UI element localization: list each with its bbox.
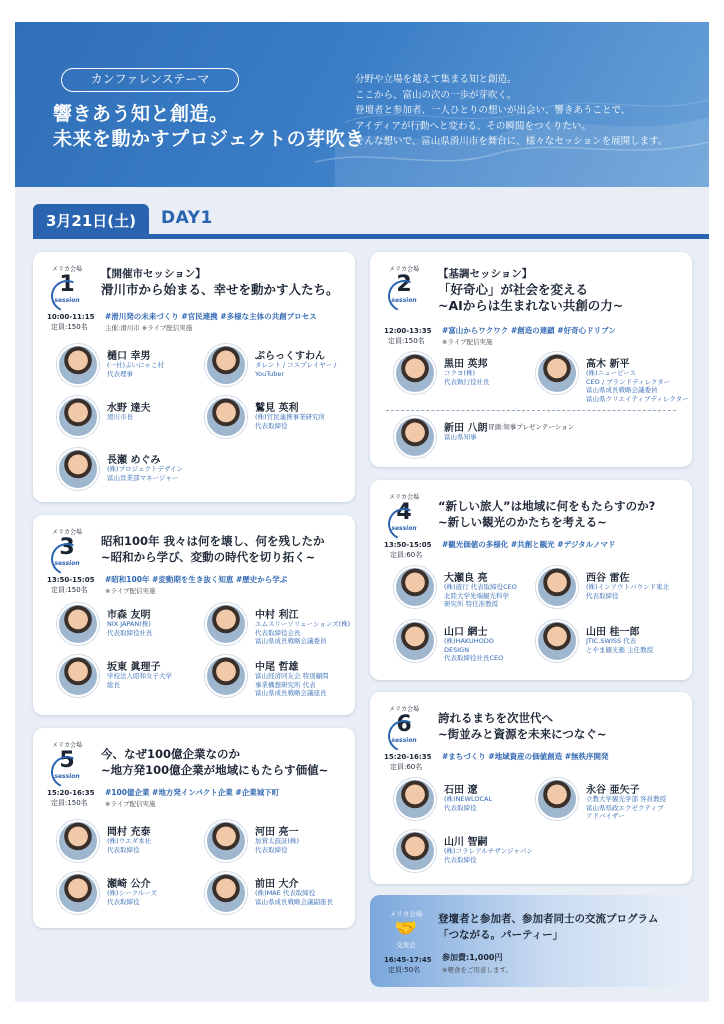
- role-line: (一社)ぶいにゃこ村: [107, 361, 164, 369]
- session-title: 誇れるまちを次世代へ: [438, 711, 553, 725]
- session-category: 【開催市セッション】: [101, 268, 206, 280]
- session-tags: #滑川発の未来づくり #官民連携 #多様な主体の共創プロセス: [105, 312, 317, 321]
- role-line: 富山県成長戦略会議委員: [586, 386, 658, 394]
- speaker-role: [586, 637, 653, 654]
- speaker-photo: [205, 603, 247, 645]
- role-line: 代表取締役: [444, 855, 477, 864]
- speaker-photo: [536, 352, 578, 394]
- speaker-name: ぷらっくすわん: [255, 351, 325, 362]
- role-line: 富山営業部マネージャー: [107, 473, 179, 482]
- role-line: 代表取締役: [255, 845, 288, 854]
- party-time: [384, 955, 431, 965]
- speaker-name: 長瀬 めぐみ: [107, 455, 161, 466]
- speaker-name: 水野 達夫: [107, 403, 151, 414]
- speaker-role: [107, 672, 172, 689]
- party-badge: [384, 909, 428, 949]
- role-line: 富山県クリエイティブディレクター: [586, 394, 689, 403]
- badge-venue: メリカ会場: [52, 266, 82, 273]
- role-line: CEO / ブランドディレクター: [586, 377, 671, 386]
- party-subtitle: 「つながる。パーティー」: [438, 929, 564, 941]
- role-line: (株)MAE 代表取締役: [255, 889, 316, 897]
- speaker-role: [255, 889, 333, 906]
- role-line: (株)ウエダ本社: [107, 837, 152, 845]
- speaker-photo: [205, 820, 247, 862]
- role-line: エムスリーソリューションズ(株): [255, 620, 351, 628]
- speaker: [57, 872, 207, 918]
- speaker: [205, 655, 355, 701]
- badge-session: session: [54, 297, 80, 304]
- session-note: 主催:滑川市 ※ライブ配信実施: [105, 324, 193, 332]
- speaker-role: [444, 795, 492, 812]
- day-label: DAY1: [161, 208, 213, 228]
- session-card-1: [33, 252, 355, 502]
- speaker: [57, 396, 207, 442]
- role-line: 代表取締役社長: [107, 628, 153, 637]
- session-card-6: [370, 692, 692, 884]
- badge-venue: メリカ会場: [52, 742, 82, 749]
- divider: [386, 410, 676, 411]
- speaker-role: [255, 620, 350, 646]
- badge-venue: メリカ会場: [389, 266, 419, 273]
- session-time: [384, 326, 431, 336]
- theme-line: 登壇者と参加者、一人ひとりの想いが出会い、響きあうことで、: [355, 105, 631, 116]
- badge-session: session: [54, 773, 80, 780]
- date-tab: 3月21日(土): [33, 204, 149, 238]
- speaker-name: 中村 利江: [255, 610, 299, 621]
- speaker-role: [586, 795, 666, 821]
- role-line: YouTuber: [255, 369, 285, 378]
- session-badge: [382, 492, 426, 542]
- role-line: JTIC.SWISS 代表: [586, 637, 637, 645]
- speaker-name: 永谷 亜矢子: [586, 785, 640, 796]
- speaker-role: [444, 583, 517, 609]
- role-line: (株)プロジェクトデザイン: [107, 465, 183, 473]
- speaker-photo: [394, 352, 436, 394]
- speaker-role: [444, 369, 490, 386]
- speaker-role: [107, 465, 183, 482]
- speaker-name: 前田 大介: [255, 879, 299, 890]
- role-line: 代表取締役: [107, 845, 140, 854]
- session-note: ※ライブ配信実施: [105, 587, 156, 595]
- speaker-role: [444, 637, 503, 663]
- session-category: 【基調セッション】: [438, 268, 533, 280]
- speaker-photo: [57, 820, 99, 862]
- session-tags: #まちづくり #地域資産の価値創造 #無秩序開発: [442, 752, 609, 761]
- speaker: [57, 448, 207, 494]
- speaker-photo: [57, 448, 99, 490]
- session-badge: [382, 704, 426, 754]
- role-line: 富山県県政エクゼクティブ: [586, 803, 664, 812]
- speaker: [205, 603, 355, 649]
- badge-session: session: [391, 737, 417, 744]
- speaker: [394, 830, 544, 876]
- role-line: 代表執行役社長: [444, 377, 490, 386]
- session-note: ※ライブ配信実施: [442, 338, 493, 346]
- speaker-photo: [57, 396, 99, 438]
- speaker-photo: [205, 344, 247, 386]
- speaker-name: 樋口 幸男: [107, 351, 151, 362]
- role-line: DESIGN: [444, 645, 470, 654]
- time-text: 13:50-15:05: [47, 576, 95, 584]
- role-line: (株)シークルーズ: [107, 889, 158, 897]
- speaker: [394, 352, 544, 398]
- time-text: 12:00-13:35: [384, 327, 432, 335]
- party-title: 登壇者と参加者、参加者同士の交流プログラム: [438, 913, 659, 925]
- speaker: [57, 603, 207, 649]
- session-subtitle: ~地方発100億企業が地域にもたらす価値~: [101, 763, 329, 777]
- time-text: 10:00-11:15: [47, 313, 95, 321]
- session-subtitle: ~昭和から学び、変動の時代を切り拓く~: [101, 550, 316, 564]
- role-line: (株)遊行 代表取締役CEO: [444, 583, 517, 591]
- day-header: [33, 204, 709, 240]
- speaker-name: 坂東 眞理子: [107, 662, 161, 673]
- session-time: [384, 752, 431, 762]
- theme-title: [53, 102, 365, 152]
- role-line: 代表取締役: [444, 803, 477, 812]
- role-line: 代表取締役: [255, 421, 288, 430]
- speaker-photo: [394, 566, 436, 608]
- theme-line: アイディアが行動へと変わる、その瞬間をつくりたい。: [355, 120, 591, 132]
- badge-venue: メリカ会場: [389, 706, 419, 713]
- session-tags: #富山からワクワク #創造の連鎖 #好奇心ドリブン: [442, 326, 616, 335]
- speaker-role: [255, 672, 329, 698]
- speaker-photo: [205, 655, 247, 697]
- networking-party-card: [370, 895, 692, 987]
- role-line: 立教大学観光学部 客員教授: [586, 795, 667, 803]
- session-number: 2: [396, 272, 412, 297]
- speaker-photo: [205, 872, 247, 914]
- time-text: 15:20-16:35: [47, 789, 95, 797]
- session-badge: [45, 527, 89, 577]
- speaker: [394, 566, 544, 612]
- badge-venue: メリカ会場: [52, 529, 82, 536]
- session-subtitle: ~新しい観光のかたちを考える~: [438, 515, 607, 529]
- speaker-photo: [394, 416, 436, 458]
- speaker-role: [586, 369, 689, 403]
- role-line: (株)HAKUHODO: [444, 637, 494, 645]
- role-line: コクヨ(株): [444, 369, 476, 377]
- role-line: 代表取締役社長CEO: [444, 654, 504, 662]
- session-tags: #昭和100年 #変動期を生き抜く知恵 #歴史から学ぶ: [105, 575, 288, 584]
- theme-pill: カンファレンステーマ: [61, 68, 239, 92]
- theme-title-line-2: 未来を動かすプロジェクトの芽吹き: [53, 128, 365, 150]
- session-badge: [382, 264, 426, 314]
- speaker-name: 岡村 充泰: [107, 827, 151, 838]
- role-line: NIX JAPAN(株): [107, 620, 151, 628]
- session-capacity: 定員:150名: [51, 323, 88, 331]
- speaker: [205, 872, 355, 918]
- session-badge: [45, 264, 89, 314]
- speaker: [57, 344, 207, 390]
- role-line: とやま観光塾 主任教授: [586, 645, 654, 654]
- badge-venue: メリカ会場: [389, 494, 419, 501]
- program-page: [15, 22, 709, 1002]
- session-time: [384, 540, 431, 550]
- session-card-2: [370, 252, 692, 467]
- role-line: 代表取締役会長: [255, 628, 301, 637]
- session-note: ※ライブ配信実施: [105, 800, 156, 808]
- speaker-name: 黒田 英邦: [444, 359, 488, 370]
- party-capacity: 定員:50名: [388, 966, 421, 974]
- session-capacity: 定員:60名: [390, 551, 423, 559]
- session-badge: [45, 740, 89, 790]
- handshake-icon: 🤝: [394, 918, 418, 939]
- speaker: [205, 344, 355, 390]
- role-line: 事業構想研究所 代表: [255, 680, 316, 689]
- role-line: 富山県成長戦略会議委員: [255, 637, 327, 645]
- speaker-name: 新田 八朗: [444, 423, 488, 434]
- role-line: アドバイザー: [586, 812, 625, 820]
- role-line: 代表理事: [107, 369, 133, 378]
- role-line: 富山県成長戦略会議副座長: [255, 897, 333, 906]
- role-line: タレント / コスプレイヤー /: [255, 361, 337, 369]
- session-number: 5: [59, 748, 75, 773]
- session-tags: #100億企業 #地方発インパクト企業 #企業城下町: [105, 788, 280, 797]
- speaker-name: 山田 桂一郎: [586, 627, 640, 638]
- session-capacity: 定員:150名: [51, 799, 88, 807]
- speaker-name: 河田 亮一: [255, 827, 299, 838]
- speaker-name: 市森 友明: [107, 610, 151, 621]
- speaker-photo: [57, 872, 99, 914]
- speaker: [205, 820, 355, 866]
- speaker-role: [107, 413, 133, 422]
- session-subtitle: ~街並みと資源を未来につなぐ~: [438, 727, 607, 741]
- session-number: 3: [59, 535, 75, 560]
- speaker-name: 中尾 哲雄: [255, 662, 299, 673]
- speaker-photo: [205, 396, 247, 438]
- speaker-name: 大瀬良 亮: [444, 573, 488, 584]
- speaker-photo: [394, 620, 436, 662]
- speaker-photo: [536, 778, 578, 820]
- speaker-role: [444, 433, 477, 442]
- speaker-role: [107, 361, 164, 378]
- speaker: [57, 820, 207, 866]
- theme-line: そんな想いで、富山県滑川市を舞台に、様々なセッションを展開します。: [355, 136, 668, 147]
- speaker-role: [107, 889, 157, 906]
- role-line: 富山経済同友会 特別顧問: [255, 672, 329, 680]
- time-text: 13:50-15:05: [384, 541, 432, 549]
- role-line: 代表取締役: [586, 591, 619, 600]
- session-title: 「好奇心」が社会を変える: [438, 282, 589, 297]
- time-text: 16:45-17:45: [384, 956, 432, 964]
- session-title: 今、なぜ100億企業なのか: [101, 747, 241, 761]
- session-tags: #観光価値の多様化 #共創と観光 #デジタルノマド: [442, 540, 616, 549]
- session-capacity: 定員:60名: [390, 763, 423, 771]
- speaker: [536, 352, 689, 403]
- role-line: 富山県知事: [444, 433, 477, 441]
- speaker-photo: [394, 778, 436, 820]
- session-card-5: [33, 728, 355, 928]
- speaker-role: [255, 413, 325, 430]
- role-line: 加賀太鼓証(株): [255, 837, 300, 845]
- speaker-photo: [57, 344, 99, 386]
- role-line: (株)コラレアルチザンジャパン: [444, 847, 533, 855]
- theme-line: 分野や立場を越えて集まる知と創造。: [355, 74, 517, 85]
- speaker-photo: [536, 566, 578, 608]
- speaker-role: [586, 583, 669, 600]
- speaker-role: [255, 837, 299, 854]
- speaker-photo: [57, 655, 99, 697]
- speaker-photo: [57, 603, 99, 645]
- speaker-name: 山口 網士: [444, 627, 488, 638]
- speaker: [57, 655, 207, 701]
- role-line: 代表取締役: [107, 897, 140, 906]
- speaker: [536, 566, 686, 612]
- role-line: 滑川市長: [107, 413, 133, 421]
- role-line: 総長: [107, 680, 120, 689]
- role-line: 学校法人昭和女子大学: [107, 672, 172, 680]
- role-line: 富山県成長戦略会議座長: [255, 689, 327, 697]
- speaker: [394, 620, 544, 666]
- speaker-name: 鷲見 英利: [255, 403, 299, 414]
- speaker-role: [444, 847, 533, 864]
- role-line: (株)ニューピース: [586, 369, 636, 377]
- speaker-extra-note: 冒頭:知事プレゼンテーション: [488, 423, 575, 431]
- speaker-role: [107, 837, 151, 854]
- party-badge-venue: メリカ会場: [389, 910, 423, 918]
- badge-session: session: [391, 525, 417, 532]
- speaker-name: 西谷 雷佐: [586, 573, 630, 584]
- party-fee: 参加費:1,000円: [442, 953, 503, 962]
- session-time: [47, 312, 94, 322]
- time-text: 15:20-16:35: [384, 753, 432, 761]
- role-line: (株)NEWLOCAL: [444, 795, 493, 803]
- speaker-role: [255, 361, 336, 378]
- session-number: 4: [396, 500, 412, 525]
- party-badge-label: 交流会: [396, 941, 416, 949]
- session-title: 昭和100年 我々は何を壊し、何を残したか: [101, 534, 325, 548]
- session-time: [47, 788, 94, 798]
- session-capacity: 定員:150名: [388, 337, 425, 345]
- session-subtitle: ~AIからは生まれない共創の力~: [438, 298, 624, 313]
- speaker-name: 瀬崎 公介: [107, 879, 151, 890]
- speaker: [536, 778, 686, 824]
- speaker-name: 石田 遼: [444, 785, 478, 796]
- speaker: [394, 778, 544, 824]
- speaker-photo: [394, 830, 436, 872]
- theme-description: [355, 72, 667, 150]
- session-capacity: 定員:150名: [51, 586, 88, 594]
- theme-hero: [15, 22, 709, 187]
- badge-session: session: [54, 560, 80, 567]
- speaker-name: 山川 智嗣: [444, 837, 488, 848]
- role-line: 北陸大学先端観光科学: [444, 591, 509, 600]
- party-fee-note: ※軽食をご用意します。: [442, 966, 512, 974]
- speaker-name: 高木 新平: [586, 359, 630, 370]
- session-time: [47, 575, 94, 585]
- speaker: [536, 620, 686, 666]
- session-title: “新しい旅人”は地域に何をもたらすのか?: [438, 499, 656, 513]
- session-card-3: [33, 515, 355, 715]
- session-title: 滑川市から始まる、幸せを動かす人たち。: [101, 282, 339, 297]
- session-number: 1: [59, 272, 75, 297]
- speaker-role: [107, 620, 153, 637]
- session-card-4: [370, 480, 692, 680]
- role-line: (株)官民連携事業研究所: [255, 413, 326, 421]
- role-line: (株)インアウトバウンド東北: [586, 583, 669, 591]
- theme-line: ここから、富山の次の一歩が芽吹く。: [355, 89, 517, 101]
- speaker-photo: [536, 620, 578, 662]
- role-line: 研究所 特任准教授: [444, 600, 499, 608]
- speaker: [205, 396, 355, 442]
- theme-title-line-1: 響きあう知と創造。: [53, 103, 229, 125]
- badge-session: session: [391, 297, 417, 304]
- session-number: 6: [396, 712, 412, 737]
